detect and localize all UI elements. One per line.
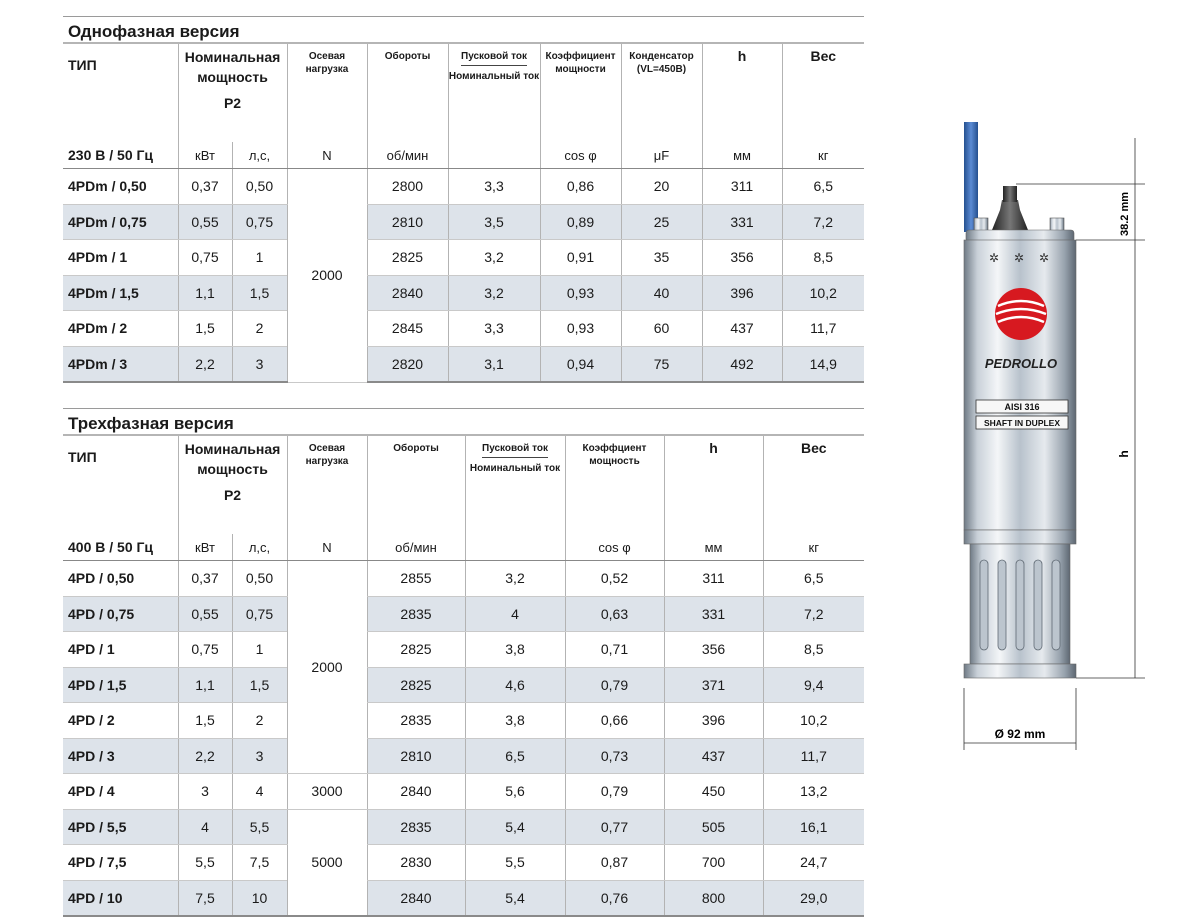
cell-kw: 0,75 xyxy=(178,240,232,276)
cell-cos: 0,86 xyxy=(540,169,621,205)
cell-h: 396 xyxy=(664,703,763,739)
cell-cos: 0,93 xyxy=(540,311,621,347)
cell-h: 700 xyxy=(664,845,763,881)
cell-type: 4PD / 0,75 xyxy=(63,596,178,632)
power-label: Номинальная мощность xyxy=(184,49,281,85)
cell-cos: 0,66 xyxy=(565,703,664,739)
cell-weight: 7,2 xyxy=(763,596,864,632)
unit-uf: μF xyxy=(621,142,702,169)
col-weight: Вес xyxy=(763,436,864,534)
cell-rpm: 2820 xyxy=(367,346,448,382)
col-power xyxy=(178,436,287,534)
unit-voltage: 230 В / 50 Гц xyxy=(63,142,178,169)
unit-cos: cos φ xyxy=(540,142,621,169)
unit-mm: мм xyxy=(664,534,763,561)
cell-hp: 1 xyxy=(232,632,287,668)
cell-hp: 0,50 xyxy=(232,169,287,205)
pump-motor-figure xyxy=(930,110,1200,760)
svg-text:✲: ✲ xyxy=(1038,251,1050,265)
power-label: Номинальная мощность xyxy=(184,441,281,477)
cell-type: 4PD / 1,5 xyxy=(63,667,178,703)
col-power xyxy=(178,44,287,142)
cell-weight: 11,7 xyxy=(782,311,864,347)
single-phase-table xyxy=(63,44,864,383)
unit-n: N xyxy=(287,142,367,169)
cell-rpm: 2825 xyxy=(367,667,465,703)
power-p2: P2 xyxy=(223,487,242,503)
cell-h: 492 xyxy=(702,346,782,382)
unit-rpm: об/мин xyxy=(367,534,465,561)
cell-kw: 0,37 xyxy=(178,561,232,597)
cell-h: 437 xyxy=(664,738,763,774)
cell-cos: 0,63 xyxy=(565,596,664,632)
cell-hp: 4 xyxy=(232,774,287,810)
cell-capacitor: 60 xyxy=(621,311,702,347)
cell-h: 396 xyxy=(702,275,782,311)
header-row xyxy=(63,436,864,534)
cell-kw: 1,1 xyxy=(178,275,232,311)
cell-current-ratio: 3,2 xyxy=(448,240,540,276)
cell-weight: 6,5 xyxy=(782,169,864,205)
single-phase-rows xyxy=(63,169,864,383)
cell-current-ratio: 3,3 xyxy=(448,169,540,205)
cell-type: 4PD / 3 xyxy=(63,738,178,774)
cell-h: 800 xyxy=(664,880,763,916)
table-row xyxy=(63,809,864,845)
table-row xyxy=(63,596,864,632)
cell-h: 505 xyxy=(664,809,763,845)
cell-hp: 0,75 xyxy=(232,596,287,632)
cell-rpm: 2840 xyxy=(367,880,465,916)
units-row xyxy=(63,142,864,169)
header-row xyxy=(63,44,864,142)
cell-kw: 5,5 xyxy=(178,845,232,881)
cell-cos: 0,91 xyxy=(540,240,621,276)
plate-shaft: SHAFT IN DUPLEX xyxy=(983,418,1061,428)
cell-hp: 3 xyxy=(232,738,287,774)
cell-kw: 2,2 xyxy=(178,738,232,774)
cell-type: 4PDm / 3 xyxy=(63,346,178,382)
table-row xyxy=(63,561,864,597)
cell-h: 311 xyxy=(702,169,782,205)
cell-weight: 10,2 xyxy=(782,275,864,311)
col-axial: Осевая нагрузка xyxy=(287,436,367,534)
cell-weight: 24,7 xyxy=(763,845,864,881)
cell-kw: 7,5 xyxy=(178,880,232,916)
cell-rpm: 2845 xyxy=(367,311,448,347)
table-row xyxy=(63,346,864,382)
cell-kw: 2,2 xyxy=(178,346,232,382)
cell-rpm: 2835 xyxy=(367,703,465,739)
dim-top-label: 38.2 mm xyxy=(1119,191,1131,237)
unit-hp: л,с, xyxy=(232,142,287,169)
unit-kw: кВт xyxy=(178,534,232,561)
plate-aisi: AISI 316 xyxy=(1004,402,1040,412)
cell-h: 331 xyxy=(702,204,782,240)
cell-weight: 8,5 xyxy=(763,632,864,668)
single-phase-section xyxy=(63,16,864,383)
unit-voltage: 400 В / 50 Гц xyxy=(63,534,178,561)
cell-h: 371 xyxy=(664,667,763,703)
cell-current-ratio: 3,1 xyxy=(448,346,540,382)
unit-n: N xyxy=(287,534,367,561)
cell-cos: 0,79 xyxy=(565,774,664,810)
svg-text:✲: ✲ xyxy=(988,251,1000,265)
cell-type: 4PDm / 2 xyxy=(63,311,178,347)
cell-capacitor: 40 xyxy=(621,275,702,311)
cell-hp: 2 xyxy=(232,703,287,739)
cell-kw: 3 xyxy=(178,774,232,810)
col-h: h xyxy=(702,44,782,142)
dim-h-label: h xyxy=(1117,450,1131,458)
cell-weight: 13,2 xyxy=(763,774,864,810)
cell-current-ratio: 6,5 xyxy=(465,738,565,774)
units-row xyxy=(63,534,864,561)
unit-cos: cos φ xyxy=(565,534,664,561)
cell-cos: 0,71 xyxy=(565,632,664,668)
col-type: ТИП xyxy=(68,449,97,465)
cell-cos: 0,94 xyxy=(540,346,621,382)
table-row xyxy=(63,845,864,881)
cell-current-ratio: 4 xyxy=(465,596,565,632)
cell-kw: 1,5 xyxy=(178,311,232,347)
cell-current-ratio: 3,8 xyxy=(465,632,565,668)
cell-current-ratio: 5,4 xyxy=(465,880,565,916)
cell-current-ratio: 3,8 xyxy=(465,703,565,739)
cell-axial: 3000 xyxy=(287,774,367,810)
table-row xyxy=(63,275,864,311)
col-rpm: Обороты xyxy=(367,436,465,534)
cell-type: 4PD / 1 xyxy=(63,632,178,668)
table-row xyxy=(63,632,864,668)
cell-kw: 4 xyxy=(178,809,232,845)
cell-rpm: 2855 xyxy=(367,561,465,597)
cell-current-ratio: 3,2 xyxy=(448,275,540,311)
pump-drawing xyxy=(930,110,1200,760)
cell-type: 4PD / 7,5 xyxy=(63,845,178,881)
cell-rpm: 2825 xyxy=(367,240,448,276)
cable xyxy=(964,122,978,232)
unit-kw: кВт xyxy=(178,142,232,169)
cable-connector xyxy=(992,200,1028,230)
cell-hp: 5,5 xyxy=(232,809,287,845)
cell-kw: 0,55 xyxy=(178,596,232,632)
unit-mm: мм xyxy=(702,142,782,169)
cell-weight: 11,7 xyxy=(763,738,864,774)
cell-capacitor: 25 xyxy=(621,204,702,240)
cell-hp: 0,50 xyxy=(232,561,287,597)
start-current: Пусковой ток xyxy=(482,442,548,458)
col-capacitor: Конденсатор (VL=450В) xyxy=(621,44,702,142)
cell-h: 356 xyxy=(702,240,782,276)
cell-h: 437 xyxy=(702,311,782,347)
col-rpm: Обороты xyxy=(367,44,448,142)
table-row xyxy=(63,169,864,205)
cell-type: 4PDm / 0,75 xyxy=(63,204,178,240)
brand-label: PEDROLLO xyxy=(984,356,1058,371)
cell-type: 4PD / 2 xyxy=(63,703,178,739)
cell-cos: 0,87 xyxy=(565,845,664,881)
three-phase-table xyxy=(63,436,864,917)
col-weight: Вес xyxy=(782,44,864,142)
cell-h: 331 xyxy=(664,596,763,632)
three-phase-rows xyxy=(63,561,864,917)
cell-cos: 0,76 xyxy=(565,880,664,916)
cell-rpm: 2825 xyxy=(367,632,465,668)
col-current-ratio xyxy=(465,436,565,534)
col-coef: Коэффциент мощность xyxy=(565,436,664,534)
cell-capacitor: 75 xyxy=(621,346,702,382)
unit-hp: л,с, xyxy=(232,534,287,561)
three-phase-section xyxy=(63,408,864,917)
cell-rpm: 2830 xyxy=(367,845,465,881)
col-current-ratio xyxy=(448,44,540,142)
cell-axial: 2000 xyxy=(287,561,367,774)
cell-current-ratio: 5,4 xyxy=(465,809,565,845)
table-row xyxy=(63,738,864,774)
col-type: ТИП xyxy=(68,57,97,73)
cell-h: 450 xyxy=(664,774,763,810)
cell-hp: 1,5 xyxy=(232,275,287,311)
pedrollo-logo-icon xyxy=(995,288,1047,340)
cell-cos: 0,89 xyxy=(540,204,621,240)
cell-current-ratio: 3,2 xyxy=(465,561,565,597)
cell-weight: 10,2 xyxy=(763,703,864,739)
cell-hp: 0,75 xyxy=(232,204,287,240)
cell-cos: 0,93 xyxy=(540,275,621,311)
cell-rpm: 2800 xyxy=(367,169,448,205)
col-h: h xyxy=(664,436,763,534)
cell-hp: 10 xyxy=(232,880,287,916)
motor-body xyxy=(964,240,1076,530)
cell-type: 4PDm / 1 xyxy=(63,240,178,276)
cell-type: 4PD / 4 xyxy=(63,774,178,810)
cell-axial: 2000 xyxy=(287,169,367,383)
cell-weight: 9,4 xyxy=(763,667,864,703)
cell-kw: 1,1 xyxy=(178,667,232,703)
unit-kg: кг xyxy=(763,534,864,561)
cell-kw: 0,37 xyxy=(178,169,232,205)
unit-rpm: об/мин xyxy=(367,142,448,169)
section-title: Трехфазная версия xyxy=(63,408,864,436)
cell-current-ratio: 3,5 xyxy=(448,204,540,240)
cell-kw: 0,75 xyxy=(178,632,232,668)
cell-rpm: 2840 xyxy=(367,774,465,810)
cell-current-ratio: 5,5 xyxy=(465,845,565,881)
cell-type: 4PDm / 1,5 xyxy=(63,275,178,311)
cell-weight: 14,9 xyxy=(782,346,864,382)
cell-cos: 0,52 xyxy=(565,561,664,597)
cell-current-ratio: 4,6 xyxy=(465,667,565,703)
col-axial: Осевая нагрузка xyxy=(287,44,367,142)
cell-weight: 29,0 xyxy=(763,880,864,916)
nominal-current: Номинальный ток xyxy=(448,71,540,82)
cell-hp: 7,5 xyxy=(232,845,287,881)
cell-capacitor: 35 xyxy=(621,240,702,276)
cell-kw: 0,55 xyxy=(178,204,232,240)
unit-kg: кг xyxy=(782,142,864,169)
cell-rpm: 2840 xyxy=(367,275,448,311)
svg-text:✲: ✲ xyxy=(1013,251,1025,265)
cell-weight: 6,5 xyxy=(763,561,864,597)
cell-rpm: 2810 xyxy=(367,204,448,240)
table-row xyxy=(63,311,864,347)
cell-current-ratio: 3,3 xyxy=(448,311,540,347)
cell-rpm: 2835 xyxy=(367,809,465,845)
cell-capacitor: 20 xyxy=(621,169,702,205)
cell-weight: 16,1 xyxy=(763,809,864,845)
nominal-current: Номинальный ток xyxy=(469,463,561,474)
cell-cos: 0,73 xyxy=(565,738,664,774)
cell-current-ratio: 5,6 xyxy=(465,774,565,810)
cell-rpm: 2835 xyxy=(367,596,465,632)
cell-h: 311 xyxy=(664,561,763,597)
cell-weight: 8,5 xyxy=(782,240,864,276)
table-row xyxy=(63,880,864,916)
power-p2: P2 xyxy=(223,95,242,111)
cell-kw: 1,5 xyxy=(178,703,232,739)
start-current: Пусковой ток xyxy=(461,50,527,66)
cell-hp: 1,5 xyxy=(232,667,287,703)
col-coef: Коэффициент мощности xyxy=(540,44,621,142)
cell-cos: 0,77 xyxy=(565,809,664,845)
cell-h: 356 xyxy=(664,632,763,668)
cell-hp: 1 xyxy=(232,240,287,276)
table-row xyxy=(63,240,864,276)
table-row xyxy=(63,703,864,739)
cell-hp: 2 xyxy=(232,311,287,347)
cell-weight: 7,2 xyxy=(782,204,864,240)
cell-type: 4PD / 0,50 xyxy=(63,561,178,597)
table-row xyxy=(63,204,864,240)
cell-rpm: 2810 xyxy=(367,738,465,774)
cell-type: 4PDm / 0,50 xyxy=(63,169,178,205)
cell-type: 4PD / 5,5 xyxy=(63,809,178,845)
table-row xyxy=(63,774,864,810)
section-title: Однофазная версия xyxy=(63,16,864,44)
cell-axial: 5000 xyxy=(287,809,367,916)
cell-type: 4PD / 10 xyxy=(63,880,178,916)
cell-hp: 3 xyxy=(232,346,287,382)
table-row xyxy=(63,667,864,703)
cell-cos: 0,79 xyxy=(565,667,664,703)
dim-diameter-label: Ø 92 mm xyxy=(994,727,1046,741)
